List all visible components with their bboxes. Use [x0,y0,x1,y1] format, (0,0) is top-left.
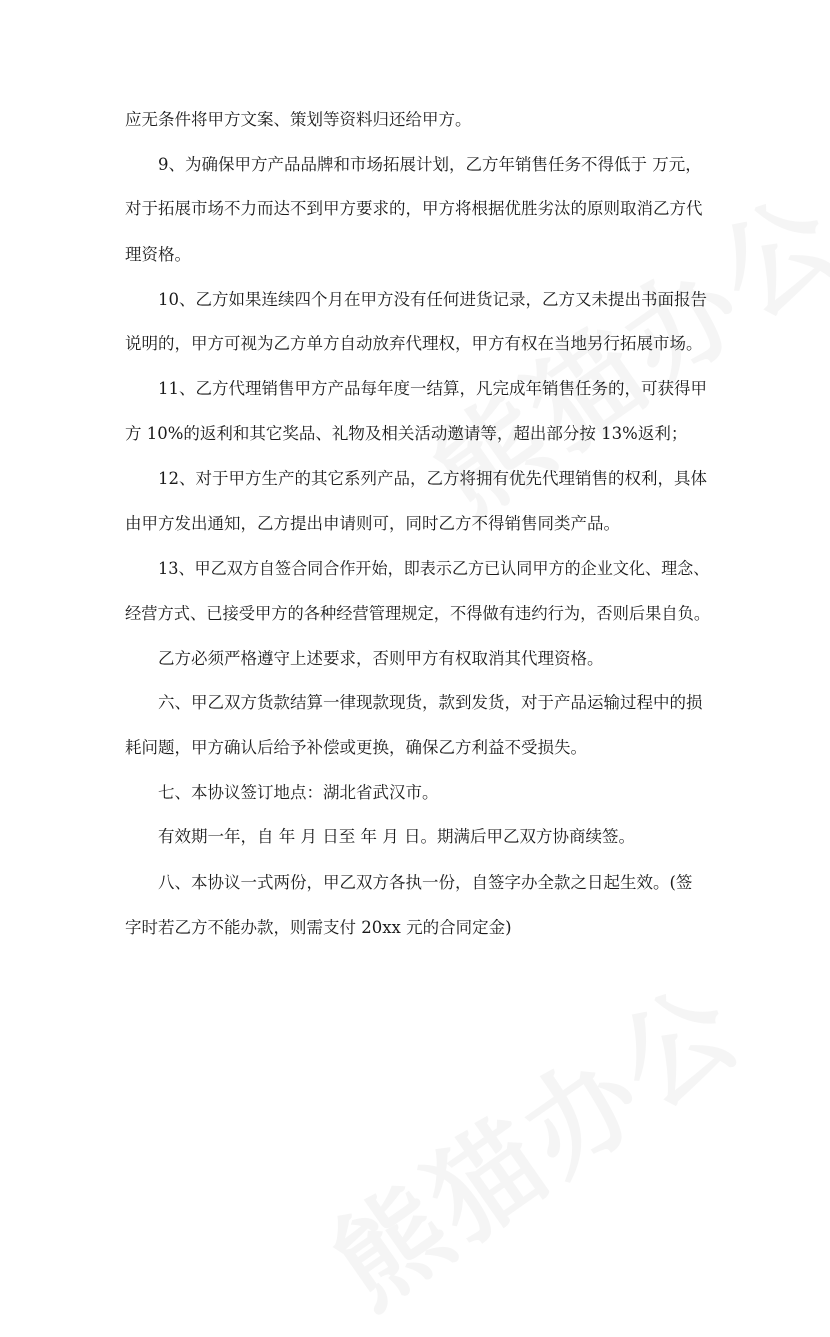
paragraph-line: 13、甲乙双方自签合同合作开始，即表示乙方已认同甲方的企业文化、理念、 [158,559,710,578]
paragraph-line: 10、乙方如果连续四个月在甲方没有任何进货记录，乙方又未提出书面报告 [158,290,707,309]
paragraph-line: 有效期一年，自 年 月 日至 年 月 日。期满后甲乙双方协商续签。 [158,827,635,846]
paragraph-line: 乙方必须严格遵守上述要求，否则甲方有权取消其代理资格。 [158,649,604,668]
watermark [297,941,768,1337]
paragraph-line: 9、为确保甲方产品品牌和市场拓展计划，乙方年销售任务不得低于 万元， [158,155,702,174]
paragraph-line: 理资格。 [125,245,191,264]
paragraph-line: 说明的，甲方可视为乙方单方自动放弃代理权，甲方有权在当地另行拓展市场。 [125,334,703,353]
paragraph-line: 应无条件将甲方文案、策划等资料归还给甲方。 [125,110,472,129]
paragraph-line: 七、本协议签订地点：湖北省武汉市。 [158,783,439,802]
paragraph-line: 对于拓展市场不力而达不到甲方要求的，甲方将根据优胜劣汰的原则取消乙方代 [125,199,703,218]
paragraph-line: 由甲方发出通知，乙方提出申请则可，同时乙方不得销售同类产品。 [125,514,620,533]
paragraph-line: 方 10%的返利和其它奖品、礼物及相关活动邀请等，超出部分按 13%返利； [125,424,688,443]
paragraph-line: 六、甲乙双方货款结算一律现款现货，款到发货，对于产品运输过程中的损 [158,693,703,712]
paragraph-line: 八、本协议一式两份，甲乙双方各执一份，自签字办全款之日起生效。(签 [158,873,693,892]
paragraph-line: 经营方式、已接受甲方的各种经营管理规定，不得做有违约行为，否则后果自负。 [125,604,711,623]
paragraph-line: 字时若乙方不能办款，则需支付 20xx 元的合同定金) [125,918,512,937]
paragraph-line: 12、对于甲方生产的其它系列产品，乙方将拥有优先代理销售的权利，具体 [158,469,707,488]
paragraph-line: 11、乙方代理销售甲方产品每年度一结算，凡完成年销售任务的，可获得甲 [158,379,707,398]
paragraph-line: 耗问题，甲方确认后给予补偿或更换，确保乙方利益不受损失。 [125,738,587,757]
